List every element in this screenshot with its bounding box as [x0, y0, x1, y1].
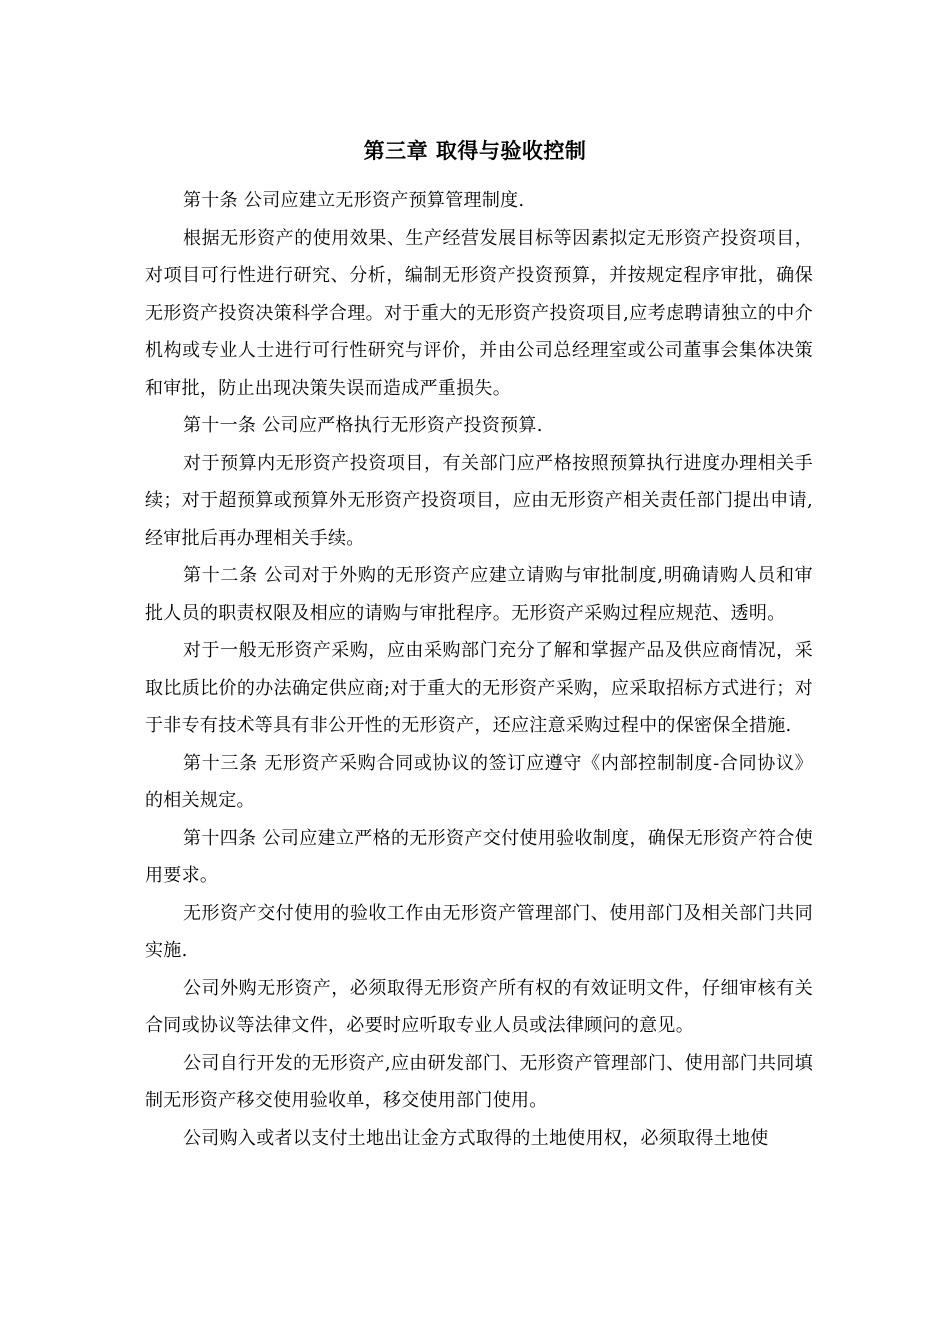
paragraph-acceptance-work: 无形资产交付使用的验收工作由无形资产管理部门、使用部门及相关部门共同实施. [145, 902, 813, 961]
paragraph-purchased-assets: 公司外购无形资产，必须取得无形资产所有权的有效证明文件，仔细审核有关合同或协议等法律文件，必要时应听取专业人员或法律顾问的意见。 [145, 977, 813, 1036]
paragraph-self-developed-assets: 公司自行开发的无形资产,应由研发部门、无形资产管理部门、使用部门共同填制无形资产移交使用验收单，移交使用部门使用。 [145, 1052, 813, 1111]
paragraph-article-10: 第十条 公司应建立无形资产预算管理制度. [183, 190, 525, 211]
paragraph-land-use-rights: 公司购入或者以支付土地出让金方式取得的土地使用权，必须取得土地使 [183, 1127, 769, 1149]
paragraph-article-13: 第十三条 无形资产采购合同或协议的签订应遵守《内部控制制度-合同协议》的相关规定。 [145, 752, 813, 811]
document-body [145, 182, 813, 1157]
paragraph-article-12: 第十二条 公司对于外购的无形资产应建立请购与审批制度,明确请购人员和审批人员的职责权限及相应的请购与审批程序。无形资产采购过程应规范、透明。 [145, 565, 813, 624]
paragraph-article-14: 第十四条 公司应建立严格的无形资产交付使用验收制度，确保无形资产符合使用要求。 [145, 827, 813, 886]
chapter-title: 第三章 取得与验收控制 [363, 139, 587, 163]
paragraph-procurement: 对于一般无形资产采购，应由采购部门充分了解和掌握产品及供应商情况，采取比质比价的办法确定供应商;对于重大的无形资产采购，应采取招标方式进行；对于非专有技术等具有非公开性的无形资产，还应注意采购过程中的保密保全措施. [145, 640, 813, 736]
paragraph-budget-execution: 对于预算内无形资产投资项目，有关部门应严格按照预算执行进度办理相关手续；对于超预算或预算外无形资产投资项目，应由无形资产相关责任部门提出申请,经审批后再办理相关手续。 [145, 452, 813, 549]
paragraph-article-11: 第十一条 公司应严格执行无形资产投资预算. [183, 415, 543, 436]
paragraph-budget-basis: 根据无形资产的使用效果、生产经营发展目标等因素拟定无形资产投资项目，对项目可行性进行研究、分析，编制无形资产投资预算，并按规定程序审批，确保无形资产投资决策科学合理。对于重大的无形资产投资项目,应考虑聘请独立的中介机构或专业人士进行可行性研究与评价，并由公司总经理室或公司董事会集体决策和审批，防止出现决策失误而造成严重损失。 [145, 227, 813, 399]
